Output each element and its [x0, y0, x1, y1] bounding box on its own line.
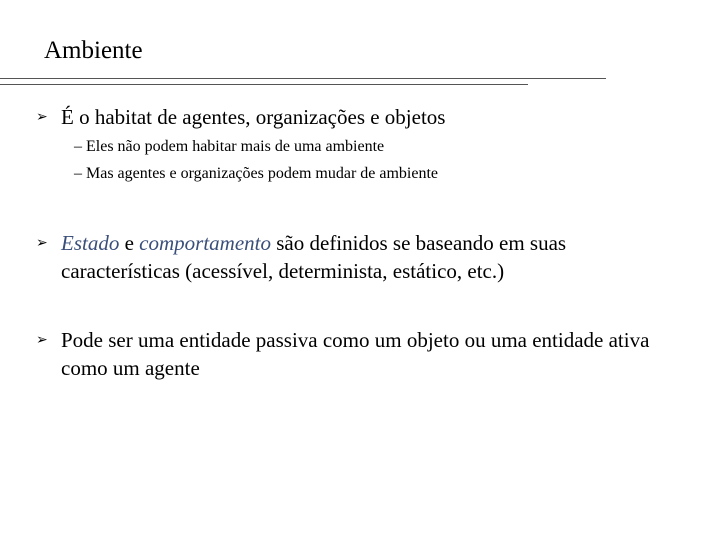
bullet-text-rest: são definidos se baseando em suas características (acessível, determinista, estático, etc.) — [61, 231, 567, 283]
sub-item-single-environment: – Eles não podem habitar mais de uma ambiente — [74, 138, 385, 155]
arrow-bullet-icon: ➢ — [36, 109, 48, 125]
title-divider-bottom — [0, 84, 528, 85]
connector-text: e — [119, 231, 140, 255]
bullet-item-entity — [36, 326, 656, 382]
arrow-bullet-icon: ➢ — [36, 235, 48, 251]
sub-item-change-environment: – Mas agentes e organizações podem mudar de ambiente — [74, 165, 439, 182]
bullet-item-state-behavior — [36, 229, 656, 285]
bullet-item-habitat — [36, 103, 656, 131]
title-divider-top — [0, 78, 606, 79]
bullet-text — [61, 229, 656, 285]
arrow-bullet-icon: ➢ — [36, 332, 48, 348]
bullet-text: Pode ser uma entidade passiva como um objeto ou uma entidade ativa como um agente — [61, 328, 650, 380]
slide-title: Ambiente — [44, 37, 143, 64]
bullet-text: É o habitat de agentes, organizações e objetos — [61, 105, 446, 129]
emphasis-estado: Estado — [61, 231, 120, 255]
emphasis-comportamento: comportamento — [139, 231, 271, 255]
